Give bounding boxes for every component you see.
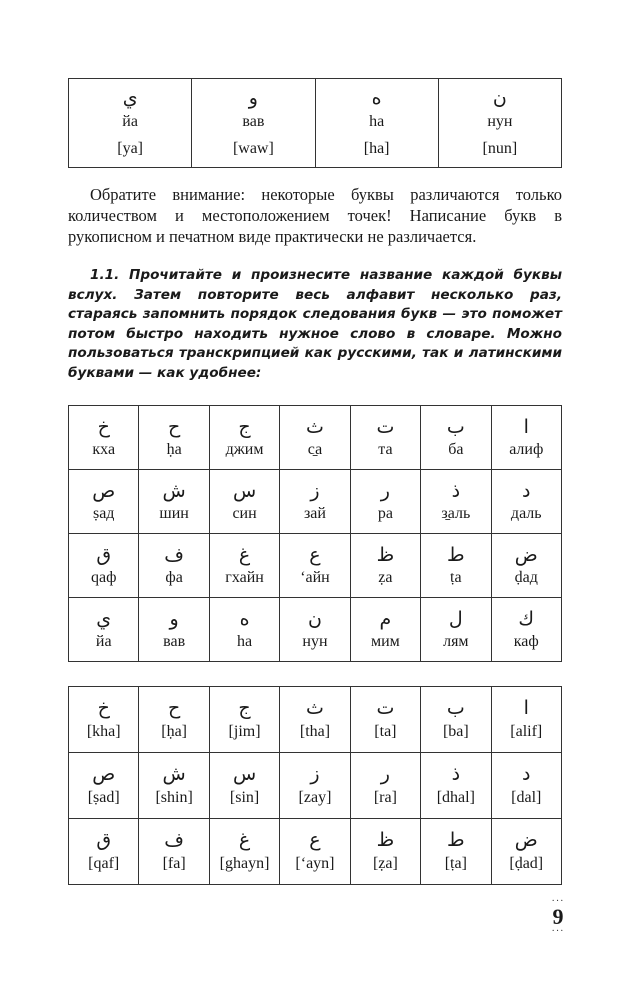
letter-name: ḥа [166, 441, 182, 458]
letter-transliteration: [ba] [442, 723, 469, 740]
letter-name: та [378, 441, 393, 458]
letter-name: вав [242, 113, 265, 130]
letter-cell [421, 598, 491, 662]
letter-cell [491, 598, 561, 662]
letter-cell [139, 470, 209, 534]
letter-name: вав [163, 633, 186, 650]
letter-cell [491, 406, 561, 470]
letter-name: ṣад [92, 505, 115, 522]
letter-cell [421, 406, 491, 470]
letter-cell [421, 470, 491, 534]
letter-transliteration: [‘ayn] [295, 855, 335, 872]
arabic-letter: ف [164, 829, 184, 851]
arabic-letter: ظ [376, 829, 395, 851]
letter-name: йа [95, 633, 112, 650]
letter-cell [280, 819, 350, 885]
arabic-letter: ث [306, 416, 324, 438]
letter-cell [209, 470, 279, 534]
letter-cell [280, 753, 350, 819]
arabic-letter: ب [446, 416, 465, 438]
letter-cell [280, 687, 350, 753]
letter-cell [69, 79, 192, 168]
letter-transliteration: [ra] [373, 789, 397, 806]
letter-cell [139, 534, 209, 598]
letter-transliteration: [tha] [299, 723, 331, 740]
letter-cell [139, 598, 209, 662]
letter-transliteration: [ḥa] [161, 723, 188, 740]
letter-cell [491, 753, 561, 819]
arabic-letter: ر [380, 763, 390, 785]
letter-cell [421, 687, 491, 753]
letter-name: нун [302, 633, 328, 650]
arabic-letter: ط [447, 544, 465, 566]
arabic-letter: ق [96, 544, 112, 566]
arabic-letter: ص [92, 763, 116, 785]
arabic-letter: ن [492, 87, 507, 109]
letter-transliteration: [ghayn] [219, 855, 270, 872]
letter-cell [350, 598, 420, 662]
letter-transliteration: [ya] [117, 140, 143, 157]
letter-name: hа [237, 633, 253, 650]
letter-cell [69, 687, 139, 753]
arabic-letter: ع [309, 544, 321, 566]
letter-cell [491, 687, 561, 753]
arabic-letter: د [522, 763, 531, 785]
letter-cell [69, 470, 139, 534]
arabic-letter: ذ [451, 480, 461, 502]
letter-transliteration: [ḍad] [509, 855, 544, 872]
letter-cell [491, 819, 561, 885]
letter-transliteration: [shin] [155, 789, 193, 806]
page-number-dots-top: ··· [551, 896, 565, 907]
letter-name: мим [370, 633, 400, 650]
letter-cell [209, 534, 279, 598]
letter-cell [350, 534, 420, 598]
arabic-letter: ق [96, 829, 112, 851]
letter-transliteration: [ẓa] [372, 855, 398, 872]
letter-cell [491, 534, 561, 598]
letter-name: с̱а [307, 441, 323, 458]
letter-name: каф [513, 633, 539, 650]
letter-cell [139, 406, 209, 470]
note-paragraph: Обратите внимание: некоторые буквы различаются только количеством и местоположением точек! Написание букв в рукописном и печатном виде практически не различается. [68, 185, 562, 246]
letter-transliteration: [ta] [374, 723, 397, 740]
letter-name: з̱аль [441, 505, 471, 522]
page-number-dots-bottom: ··· [551, 926, 565, 937]
letter-cell [209, 687, 279, 753]
arabic-letter: ط [447, 829, 465, 851]
letter-cell [350, 406, 420, 470]
letter-cell [209, 819, 279, 885]
arabic-letter: ض [514, 829, 538, 851]
arabic-letter: ك [518, 608, 535, 630]
letter-name: ‘айн [300, 569, 330, 586]
arabic-letter: م [379, 608, 392, 630]
arabic-letter: ع [309, 829, 321, 851]
letter-cell [280, 534, 350, 598]
arabic-letter: ز [310, 480, 320, 502]
arabic-letter: خ [97, 416, 110, 438]
arabic-letter: ث [306, 697, 324, 719]
letter-cell [69, 598, 139, 662]
letter-cell [209, 406, 279, 470]
letter-transliteration: [fa] [162, 855, 186, 872]
arabic-letter: د [522, 480, 531, 502]
letter-cell [350, 687, 420, 753]
arabic-letter: ن [308, 608, 322, 630]
arabic-letter: ذ [451, 763, 461, 785]
letter-name: джим [225, 441, 264, 458]
page-number [543, 898, 573, 936]
letter-cell [139, 753, 209, 819]
arabic-letter: ي [96, 608, 112, 630]
letter-cell [350, 819, 420, 885]
letter-transliteration: [ṭa] [444, 855, 467, 872]
arabic-letter: ه [371, 87, 382, 109]
letter-transliteration: [ha] [363, 140, 390, 157]
letter-name: даль [510, 505, 542, 522]
letter-name: шин [159, 505, 189, 522]
letter-name: гхайн [225, 569, 264, 586]
arabic-letter: ي [122, 87, 138, 109]
arabic-letter: ض [514, 544, 538, 566]
letter-transliteration: [alif] [510, 723, 543, 740]
arabic-letter: ج [238, 416, 251, 438]
arabic-letter: خ [97, 697, 110, 719]
arabic-letter: و [169, 608, 179, 630]
letter-name: qаф [90, 569, 117, 586]
letter-cell [69, 819, 139, 885]
arabic-letter: ص [92, 480, 116, 502]
letter-name: нун [487, 113, 513, 130]
arabic-letter: ب [446, 697, 465, 719]
page-number-value: 9 [552, 904, 564, 929]
letter-cell [315, 79, 438, 168]
exercise-instruction: 1.1. Прочитайте и произнесите название каждой буквы вслух. Затем повторите весь алфавит несколько раз, стараясь запомнить порядок следования букв — это поможет потом быстро находить нужное слово в словаре. Можно пользоваться транскрипцией как русскими, так и латинскими буквами — как удобнее: [68, 267, 562, 381]
letter-cell [209, 598, 279, 662]
letter-cell [280, 470, 350, 534]
letter-cell [192, 79, 315, 168]
letter-name: ha [369, 113, 385, 130]
letter-transliteration: [waw] [232, 140, 274, 157]
letter-name: ẓа [378, 569, 393, 586]
letter-transliteration: [ṣad] [87, 789, 120, 806]
letter-name: ṭа [450, 569, 462, 586]
letter-transliteration: [nun] [482, 140, 518, 157]
letter-transliteration: [dal] [511, 789, 542, 806]
letter-name: син [232, 505, 257, 522]
arabic-letter: ا [523, 697, 529, 719]
letter-cell [350, 470, 420, 534]
letter-name: ба [448, 441, 464, 458]
letter-cell [209, 753, 279, 819]
arabic-letter: غ [238, 829, 251, 851]
letter-cell [421, 819, 491, 885]
arabic-letter: ح [168, 416, 181, 438]
letters-table-top [68, 78, 562, 168]
letter-name: лям [443, 633, 469, 650]
letter-cell [69, 753, 139, 819]
letter-cell [438, 79, 561, 168]
letter-name: кха [92, 441, 116, 458]
letter-name: зай [303, 505, 326, 522]
arabic-letter: ح [168, 697, 181, 719]
letter-cell [139, 819, 209, 885]
arabic-letter: ل [448, 608, 463, 630]
letter-cell [139, 687, 209, 753]
arabic-letter: و [248, 87, 258, 109]
letter-name: ра [377, 505, 393, 522]
arabic-letter: س [232, 763, 257, 785]
alphabet-table-cyrillic [68, 405, 562, 662]
arabic-letter: ظ [376, 544, 395, 566]
letter-cell [69, 534, 139, 598]
arabic-letter: ز [310, 763, 320, 785]
letter-transliteration: [dhal] [436, 789, 475, 806]
letter-transliteration: [qaf] [88, 855, 120, 872]
letter-cell [350, 753, 420, 819]
letter-transliteration: [jim] [228, 723, 261, 740]
arabic-letter: س [232, 480, 257, 502]
letter-transliteration: [sin] [229, 789, 260, 806]
letter-transliteration: [zay] [298, 789, 332, 806]
arabic-letter: ف [164, 544, 184, 566]
arabic-letter: ش [162, 763, 186, 785]
arabic-letter: غ [238, 544, 251, 566]
letter-cell [491, 470, 561, 534]
letter-cell [69, 406, 139, 470]
letter-cell [421, 534, 491, 598]
arabic-letter: ر [380, 480, 390, 502]
letter-name: алиф [509, 441, 544, 458]
letter-cell [421, 753, 491, 819]
letter-name: фа [165, 569, 183, 586]
letter-cell [280, 598, 350, 662]
letter-cell [280, 406, 350, 470]
alphabet-table-latin [68, 686, 562, 885]
arabic-letter: ه [239, 608, 250, 630]
arabic-letter: ا [523, 416, 529, 438]
arabic-letter: ت [376, 697, 395, 719]
letter-name: йа [122, 113, 138, 130]
letter-transliteration: [kha] [86, 723, 121, 740]
arabic-letter: ت [376, 416, 395, 438]
letter-name: ḍад [514, 569, 538, 586]
arabic-letter: ج [238, 697, 251, 719]
arabic-letter: ش [162, 480, 186, 502]
